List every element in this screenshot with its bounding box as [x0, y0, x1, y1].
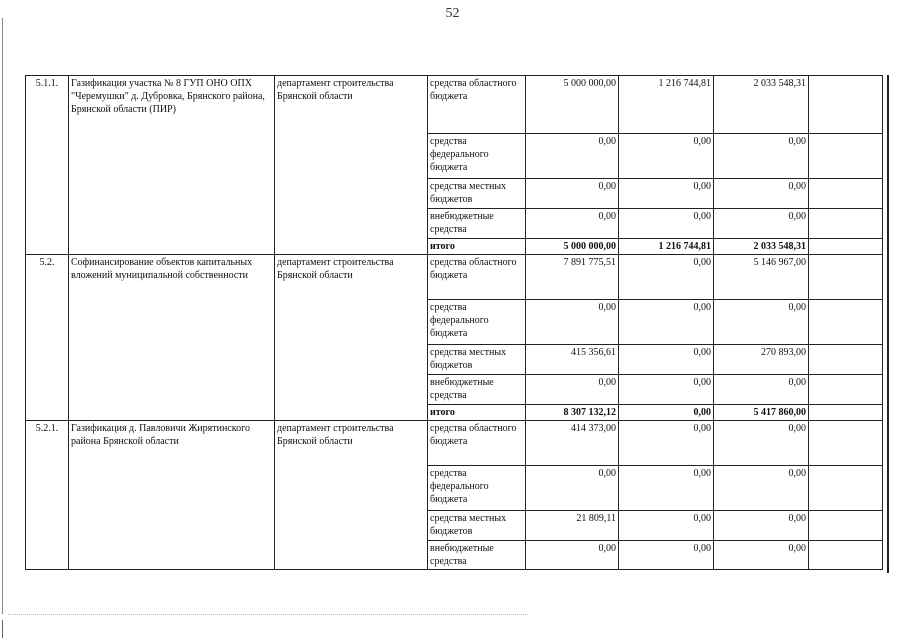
amount-col-3: 0,00 — [714, 421, 809, 466]
table-row — [26, 255, 883, 300]
table-row — [26, 421, 883, 466]
amount-col-1: 414 373,00 — [526, 421, 619, 466]
empty-cell — [809, 255, 883, 300]
empty-cell — [809, 421, 883, 466]
item-code: 5.2. — [26, 255, 69, 421]
amount-col-2: 0,00 — [619, 255, 714, 300]
amount-col-2: 0,00 — [619, 179, 714, 209]
amount-col-3: 5 146 967,00 — [714, 255, 809, 300]
left-margin-rule — [2, 18, 3, 614]
empty-cell — [809, 541, 883, 570]
amount-col-3: 2 033 548,31 — [714, 239, 809, 255]
funding-source: средства федерального бюджета — [428, 466, 526, 511]
amount-col-1: 0,00 — [526, 209, 619, 239]
amount-col-3: 5 417 860,00 — [714, 405, 809, 421]
amount-col-2: 0,00 — [619, 541, 714, 570]
budget-table — [25, 75, 883, 570]
amount-col-1: 0,00 — [526, 541, 619, 570]
amount-col-1: 0,00 — [526, 300, 619, 345]
item-executor: департамент строительства Брянской области — [275, 76, 428, 255]
funding-source: итого — [428, 405, 526, 421]
funding-source: средства местных бюджетов — [428, 179, 526, 209]
funding-source: внебюджетные средства — [428, 375, 526, 405]
amount-col-3: 0,00 — [714, 209, 809, 239]
item-name: Газификация д. Павловичи Жирятинского района Брянской области — [69, 421, 275, 570]
empty-cell — [809, 179, 883, 209]
amount-col-3: 0,00 — [714, 511, 809, 541]
funding-source: средства местных бюджетов — [428, 345, 526, 375]
amount-col-3: 0,00 — [714, 134, 809, 179]
page-number: 52 — [445, 6, 460, 21]
table-row — [26, 76, 883, 134]
amount-col-3: 0,00 — [714, 375, 809, 405]
amount-col-1: 5 000 000,00 — [526, 239, 619, 255]
empty-cell — [809, 466, 883, 511]
empty-cell — [809, 405, 883, 421]
amount-col-1: 0,00 — [526, 466, 619, 511]
funding-source: средства областного бюджета — [428, 255, 526, 300]
amount-col-1: 415 356,61 — [526, 345, 619, 375]
amount-col-1: 0,00 — [526, 179, 619, 209]
item-name: Газификация участка № 8 ГУП ОНО ОПХ "Черемушки" д. Дубровка, Брянского района, Брянской области (ПИР) — [69, 76, 275, 255]
item-executor: департамент строительства Брянской области — [275, 421, 428, 570]
item-code: 5.1.1. — [26, 76, 69, 255]
budget-table-body — [26, 76, 883, 570]
amount-col-2: 0,00 — [619, 209, 714, 239]
amount-col-2: 0,00 — [619, 300, 714, 345]
item-executor: департамент строительства Брянской области — [275, 255, 428, 421]
amount-col-1: 8 307 132,12 — [526, 405, 619, 421]
funding-source: средства федерального бюджета — [428, 300, 526, 345]
amount-col-3: 0,00 — [714, 179, 809, 209]
empty-cell — [809, 134, 883, 179]
empty-cell — [809, 76, 883, 134]
right-table-edge — [887, 75, 889, 573]
empty-cell — [809, 511, 883, 541]
item-name: Софинансирование объектов капитальных вложений муниципальной собственности — [69, 255, 275, 421]
amount-col-2: 1 216 744,81 — [619, 239, 714, 255]
funding-source: средства федерального бюджета — [428, 134, 526, 179]
amount-col-2: 0,00 — [619, 466, 714, 511]
left-margin-mark — [2, 620, 3, 638]
amount-col-3: 0,00 — [714, 466, 809, 511]
amount-col-1: 0,00 — [526, 375, 619, 405]
amount-col-2: 0,00 — [619, 134, 714, 179]
empty-cell — [809, 239, 883, 255]
empty-cell — [809, 345, 883, 375]
amount-col-3: 0,00 — [714, 300, 809, 345]
funding-source: средства областного бюджета — [428, 421, 526, 466]
empty-cell — [809, 300, 883, 345]
empty-cell — [809, 375, 883, 405]
amount-col-2: 0,00 — [619, 405, 714, 421]
amount-col-2: 0,00 — [619, 375, 714, 405]
amount-col-1: 7 891 775,51 — [526, 255, 619, 300]
amount-col-2: 1 216 744,81 — [619, 76, 714, 134]
funding-source: средства местных бюджетов — [428, 511, 526, 541]
funding-source: внебюджетные средства — [428, 209, 526, 239]
funding-source: итого — [428, 239, 526, 255]
scan-artifact — [8, 614, 528, 619]
funding-source: внебюджетные средства — [428, 541, 526, 570]
amount-col-1: 21 809,11 — [526, 511, 619, 541]
item-code: 5.2.1. — [26, 421, 69, 570]
amount-col-3: 0,00 — [714, 541, 809, 570]
amount-col-2: 0,00 — [619, 511, 714, 541]
amount-col-2: 0,00 — [619, 345, 714, 375]
empty-cell — [809, 209, 883, 239]
amount-col-1: 0,00 — [526, 134, 619, 179]
amount-col-1: 5 000 000,00 — [526, 76, 619, 134]
amount-col-3: 270 893,00 — [714, 345, 809, 375]
amount-col-2: 0,00 — [619, 421, 714, 466]
amount-col-3: 2 033 548,31 — [714, 76, 809, 134]
funding-source: средства областного бюджета — [428, 76, 526, 134]
